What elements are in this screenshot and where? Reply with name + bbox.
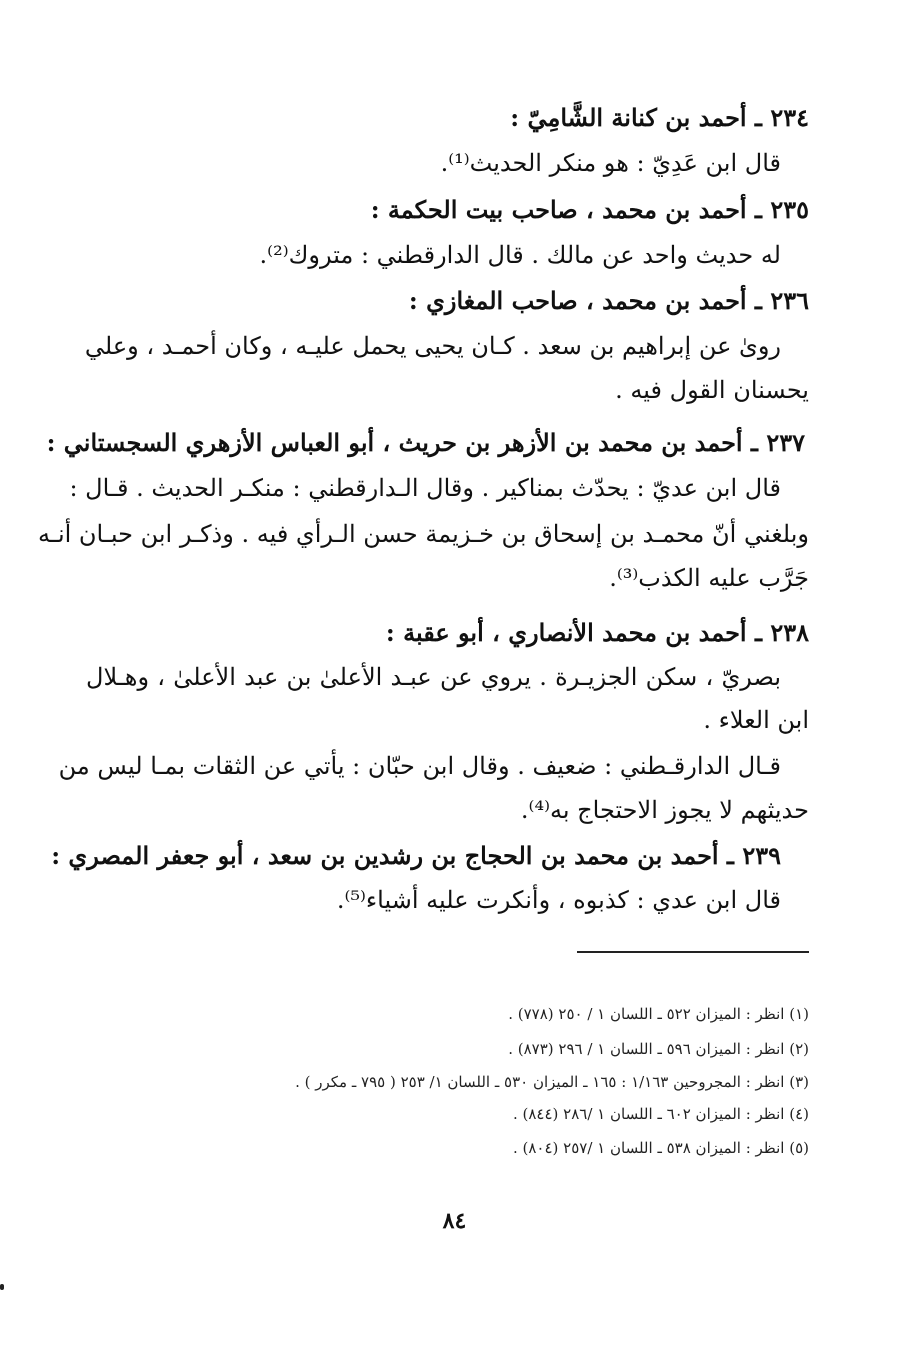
footnote: (٢) انظر : الميزان ٥٩٦ ـ اللسان ١ / ٢٩٦ (٨٧٣) . <box>508 1040 809 1058</box>
entry-text-line: جَرَّب عليه الكذب⁽³⁾. <box>609 564 809 592</box>
entry-text-line: بصريّ ، سكن الجزيـرة . يروي عن عبـد الأعلىٰ بن عبد الأعلىٰ ، وهـلال <box>86 663 781 691</box>
entry-text-line: قال ابن عدي : كذبوه ، وأنكرت عليه أشياء⁽⁵⁾. <box>336 886 781 914</box>
entry-text-line: ابن العلاء . <box>703 706 809 734</box>
entry-heading: ٢٣٥ ـ أحمد بن محمد ، صاحب بيت الحكمة : <box>370 195 809 224</box>
entry-text-line: قـال الدارقـطني : ضعيف . وقال ابن حبّان : يأتي عن الثقات بمـا ليس من <box>58 752 781 780</box>
page-number: ٨٤ <box>442 1208 467 1234</box>
entry-text-line: قال ابن عديّ : يحدّث بمناكير . وقال الـدارقطني : منكـر الحديث . قـال : <box>69 474 781 502</box>
entry-text-line: يحسنان القول فيه . <box>615 376 809 404</box>
entry-text-line: قال ابن عَدِيّ : هو منكر الحديث⁽¹⁾. <box>440 149 781 177</box>
entry-text-line: حديثهم لا يجوز الاحتجاج به⁽⁴⁾. <box>520 796 809 824</box>
entry-text-line: له حديث واحد عن مالك . قال الدارقطني : متروك⁽²⁾. <box>259 241 781 269</box>
entry-heading: ٢٣٨ ـ أحمد بن محمد الأنصاري ، أبو عقبة : <box>385 618 809 647</box>
footnote: (١) انظر : الميزان ٥٢٢ ـ اللسان ١ / ٢٥٠ (٧٧٨) . <box>508 1005 809 1023</box>
entry-heading: ٢٣٦ ـ أحمد بن محمد ، صاحب المغازي : <box>408 286 809 315</box>
entry-text-line: رویٰ عن إبراهيم بن سعد . كـان يحيى يحمل عليـه ، وكان أحمـد ، وعلي <box>84 332 781 360</box>
scan-mark <box>0 1284 4 1290</box>
footnote: (٣) انظر : المجروحين ١/١٦٣ : ١٦٥ ـ الميزان ٥٣٠ ـ اللسان ١/ ٢٥٣ ( ٧٩٥ ـ مكرر ) . <box>295 1073 809 1091</box>
footnote-separator <box>577 951 809 953</box>
footnote: (٥) انظر : الميزان ٥٣٨ ـ اللسان ١ /٢٥٧ (٨٠٤) . <box>512 1139 809 1157</box>
entry-heading: ٢٣٧ ـ أحمد بن محمد بن الأزهر بن حريث ، أبو العباس الأزهري السجستاني : <box>46 428 805 457</box>
entry-heading: ٢٣٩ ـ أحمد بن محمد بن الحجاج بن رشدين بن سعد ، أبو جعفر المصري : <box>51 841 781 870</box>
entry-text-line: وبلغني أنّ محمـد بن إسحاق بن خـزيمة حسن الـرأي فيه . وذكـر ابن حبـان أنـه <box>38 520 809 548</box>
entry-heading: ٢٣٤ ـ أحمد بن كنانة الشَّامِيّ : <box>510 103 809 132</box>
footnote: (٤) انظر : الميزان ٦٠٢ ـ اللسان ١ /٢٨٦ (٨٤٤) . <box>512 1105 809 1123</box>
